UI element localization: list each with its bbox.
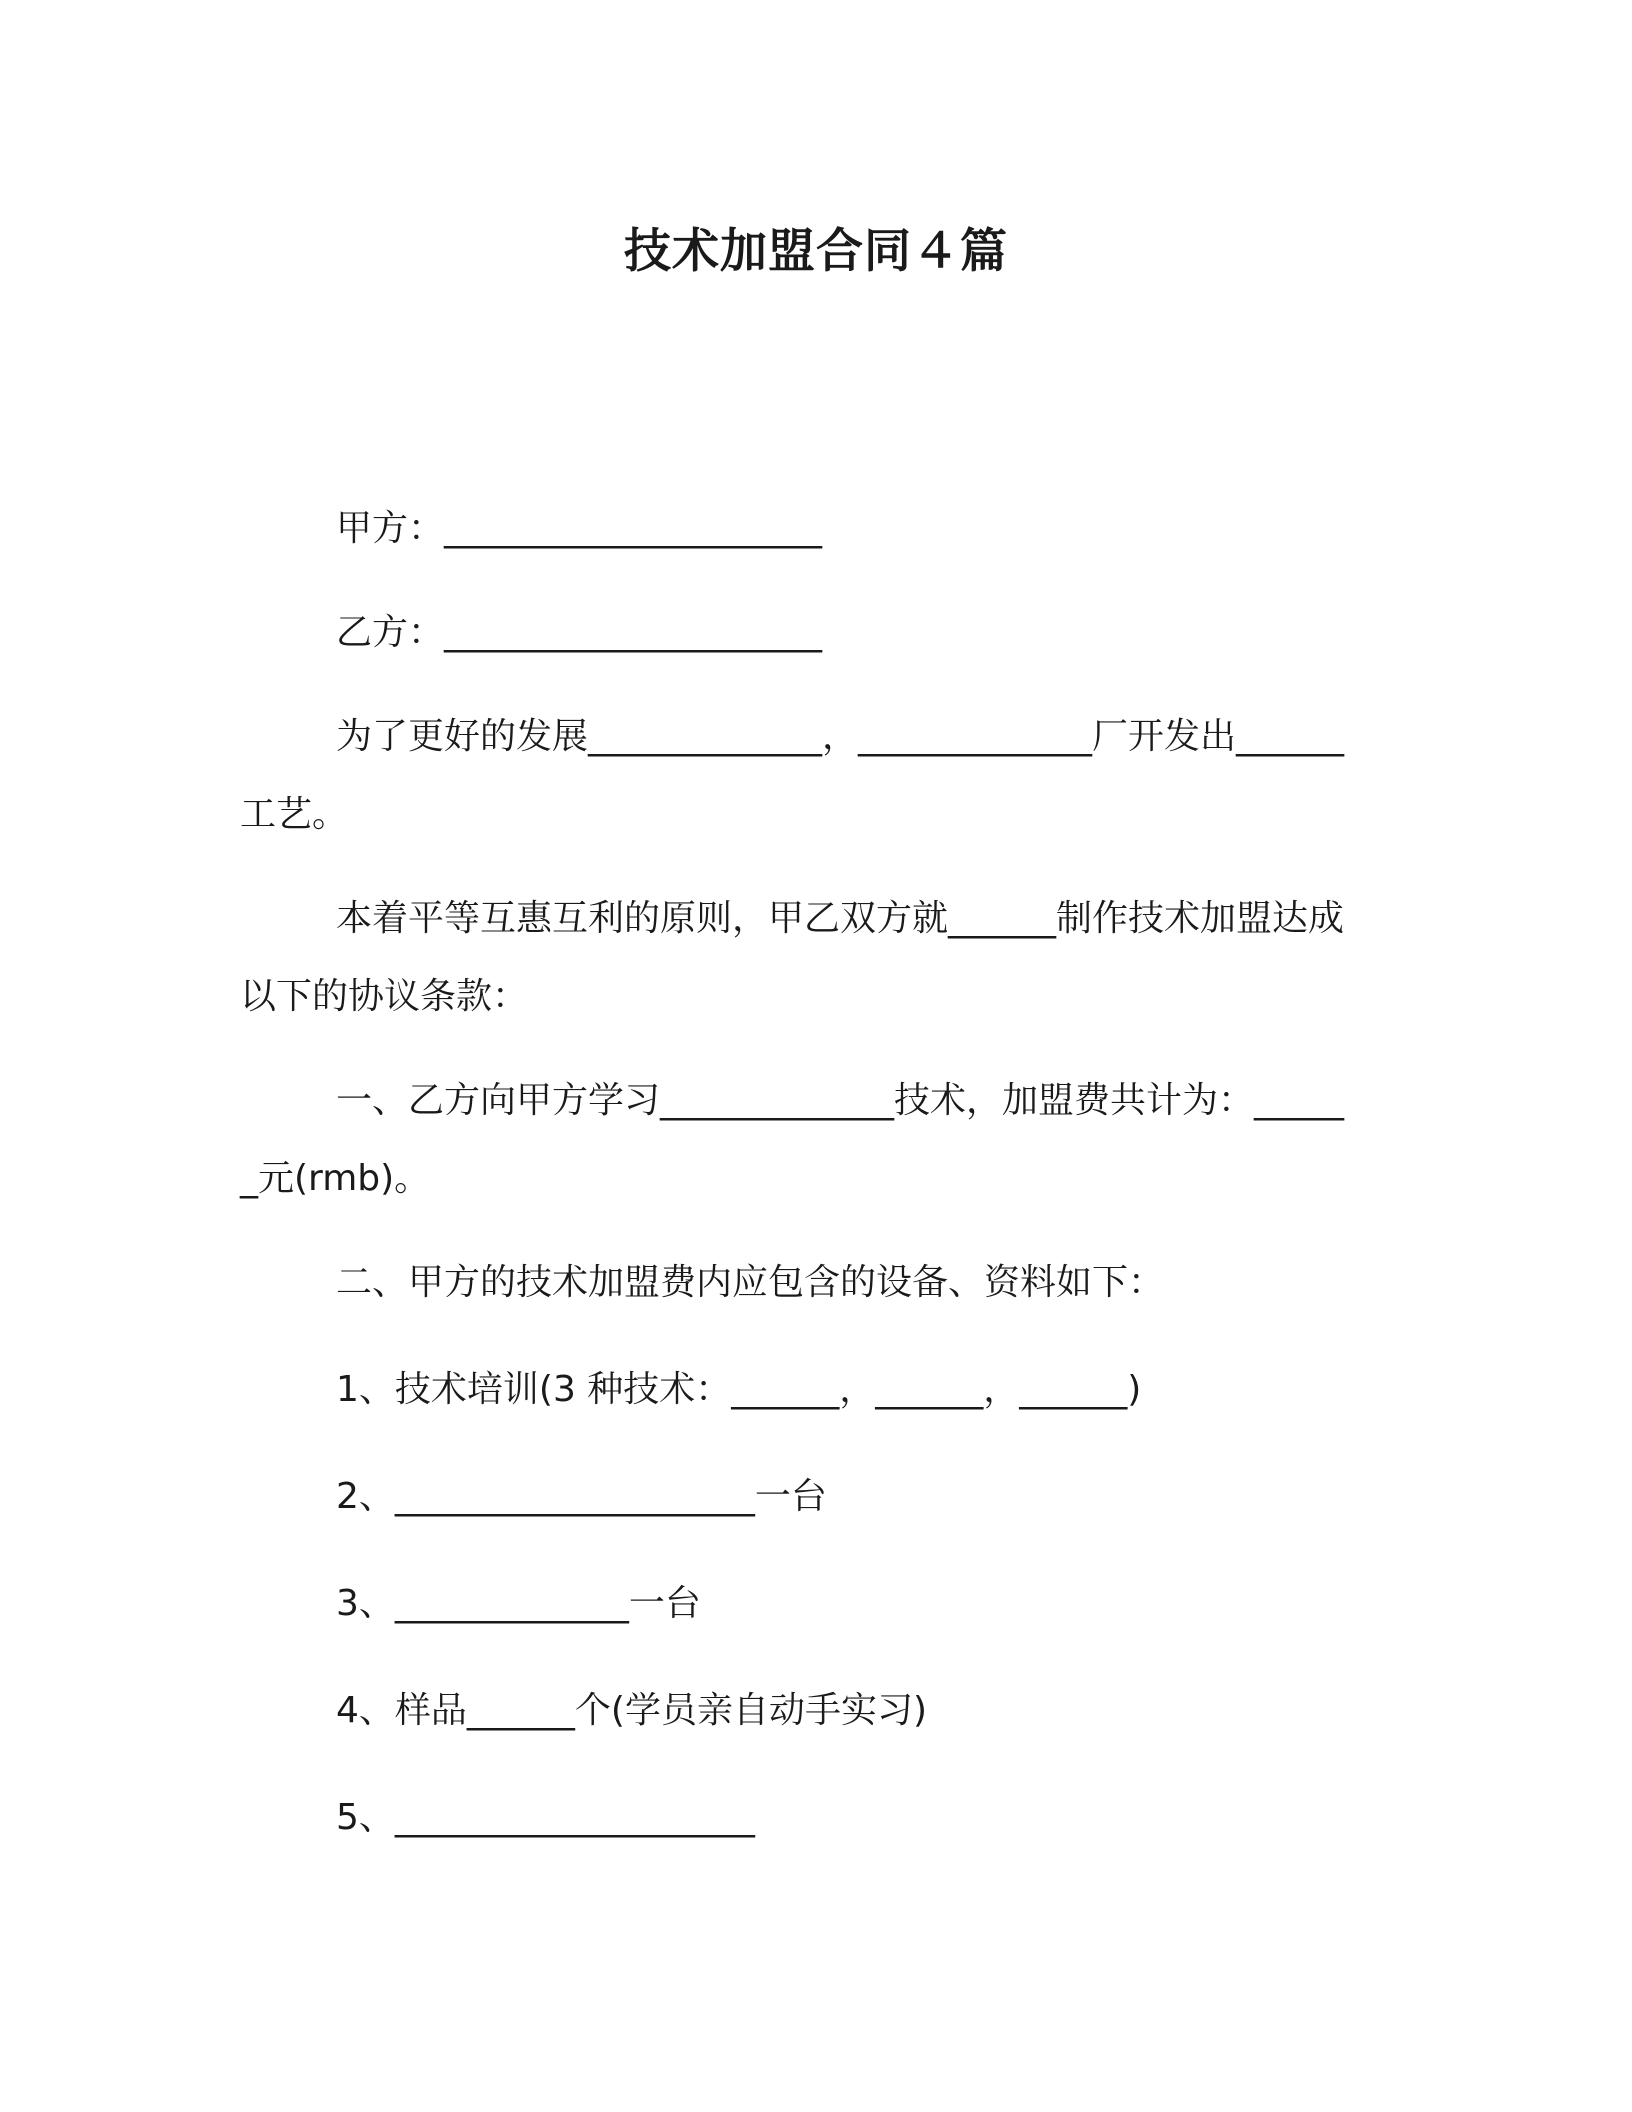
clause-2-paragraph: 二、甲方的技术加盟费内应包含的设备、资料如下： [336,1262,1165,1303]
document-body [240,490,1360,1857]
list-item-1: 1、技术培训(3 种技术：______，______，______) [336,1369,1142,1410]
list-item-4: 4、样品______个(学员亲自动手实习) [336,1690,927,1731]
preamble-paragraph: 为了更好的发展_____________，_____________厂开发出______工艺。 [240,716,1345,835]
principle-paragraph: 本着平等互惠互利的原则，甲乙双方就______制作技术加盟达成以下的协议条款： [240,898,1345,1017]
party-a-line: 甲方：_____________________ [336,508,823,549]
document-title: 技术加盟合同４篇 [624,224,1008,279]
list-item-2: 2、____________________一台 [336,1476,827,1517]
list-item-5: 5、____________________ [336,1797,755,1838]
clause-1-paragraph: 一、乙方向甲方学习_____________技术，加盟费共计为：______元(rmb)。 [240,1080,1345,1199]
list-item-3: 3、_____________一台 [336,1583,701,1624]
party-b-line: 乙方：_____________________ [336,612,823,653]
